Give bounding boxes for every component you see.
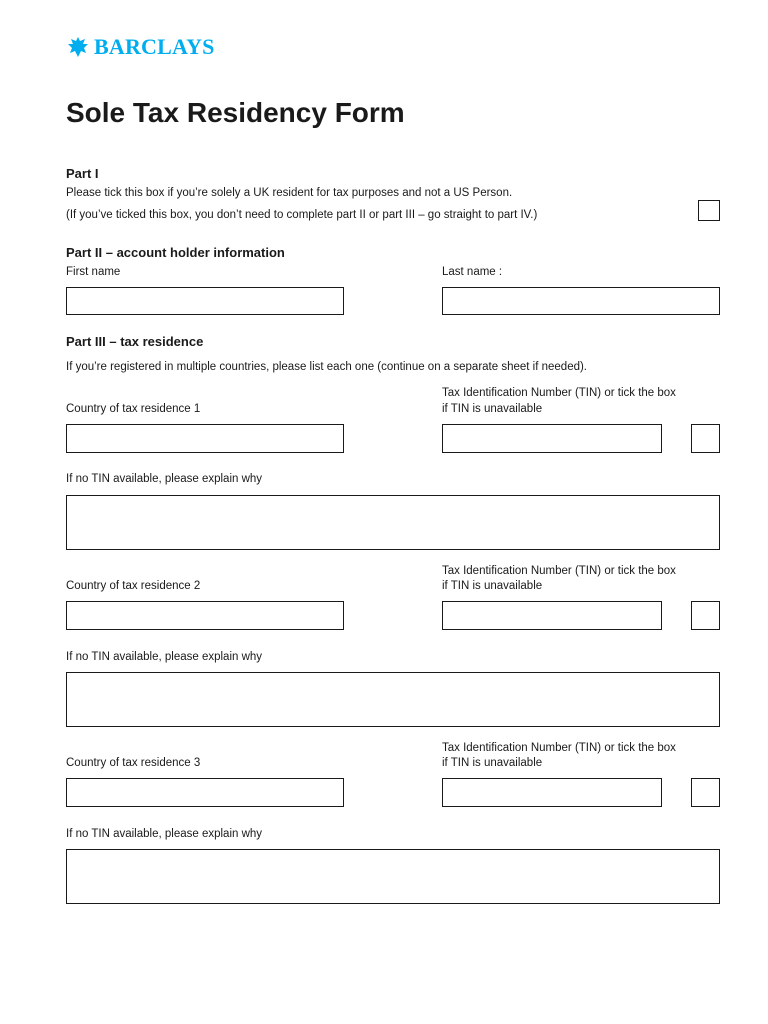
explain-textarea-3[interactable] bbox=[66, 849, 720, 904]
uk-resident-checkbox[interactable] bbox=[698, 200, 720, 221]
tin-label-1-cont: if TIN is unavailable bbox=[442, 403, 543, 415]
country-label-2: Country of tax residence 2 bbox=[66, 580, 201, 592]
part1-note: (If you’ve ticked this box, you don’t need to complete part II or part III – go straight to part IV.) bbox=[66, 209, 538, 221]
tin-label-2-cont: if TIN is unavailable bbox=[442, 580, 543, 592]
part3-heading: Part III – tax residence bbox=[66, 334, 204, 349]
tin-input-2[interactable] bbox=[442, 601, 662, 630]
explain-textarea-1[interactable] bbox=[66, 495, 720, 550]
country-label-3: Country of tax residence 3 bbox=[66, 757, 201, 769]
brand-name: BARCLAYS bbox=[94, 34, 215, 59]
tin-unavailable-checkbox-1[interactable] bbox=[691, 424, 720, 453]
tin-input-1[interactable] bbox=[442, 424, 662, 453]
barclays-logo bbox=[66, 34, 215, 60]
country-input-2[interactable] bbox=[66, 601, 344, 630]
explain-label-2: If no TIN available, please explain why bbox=[66, 651, 263, 663]
part1-heading: Part I bbox=[66, 166, 99, 181]
part2-heading: Part II – account holder information bbox=[66, 245, 285, 260]
tin-label-3-cont: if TIN is unavailable bbox=[442, 757, 543, 769]
country-input-3[interactable] bbox=[66, 778, 344, 807]
tin-input-3[interactable] bbox=[442, 778, 662, 807]
part3-intro: If you’re registered in multiple countries, please list each one (continue on a separate sheet if needed). bbox=[66, 361, 588, 373]
explain-label-3: If no TIN available, please explain why bbox=[66, 828, 263, 840]
first-name-input[interactable] bbox=[66, 287, 344, 315]
explain-textarea-2[interactable] bbox=[66, 672, 720, 727]
first-name-label: First name bbox=[66, 266, 121, 278]
eagle-icon bbox=[66, 35, 90, 59]
tin-label-3: Tax Identification Number (TIN) or tick the box bbox=[442, 742, 676, 754]
explain-label-1: If no TIN available, please explain why bbox=[66, 473, 263, 485]
page-title: Sole Tax Residency Form bbox=[66, 97, 405, 128]
tin-label-2: Tax Identification Number (TIN) or tick the box bbox=[442, 565, 676, 577]
tin-unavailable-checkbox-2[interactable] bbox=[691, 601, 720, 630]
last-name-input[interactable] bbox=[442, 287, 720, 315]
country-input-1[interactable] bbox=[66, 424, 344, 453]
last-name-label: Last name : bbox=[442, 266, 503, 278]
part1-instruction: Please tick this box if you’re solely a UK resident for tax purposes and not a US Person. bbox=[66, 187, 513, 199]
country-label-1: Country of tax residence 1 bbox=[66, 403, 201, 415]
tin-label-1: Tax Identification Number (TIN) or tick the box bbox=[442, 387, 676, 399]
tin-unavailable-checkbox-3[interactable] bbox=[691, 778, 720, 807]
